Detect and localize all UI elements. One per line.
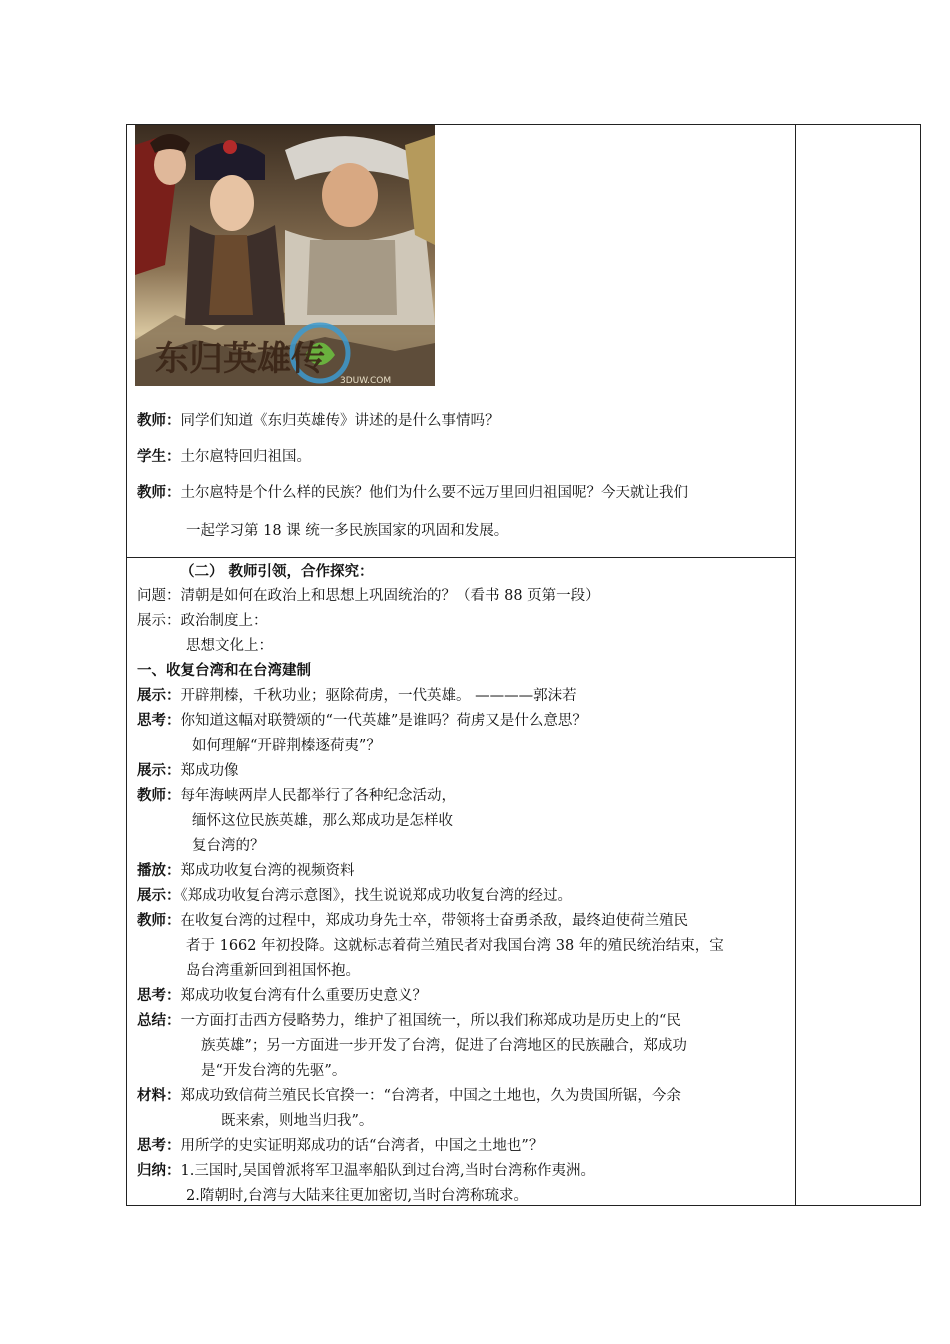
line-text: 同学们知道《东归英雄传》讲述的是什么事情吗？: [180, 413, 500, 429]
line-label: 展示：: [137, 613, 181, 629]
content-line: [192, 836, 265, 856]
section-heading: （二） 教师引领，合作探究：: [180, 563, 374, 580]
line-label: 教师：: [137, 787, 181, 804]
subsection-heading: [137, 661, 311, 681]
content-line: [201, 1036, 687, 1056]
content-line: [192, 811, 453, 831]
speaker-label: 学生：: [137, 448, 181, 465]
content-line: [221, 1111, 373, 1131]
line-label: 思考：: [137, 987, 181, 1004]
line-text: 1.三国时,吴国曾派将军卫温率船队到过台湾,当时台湾称作夷洲。: [180, 1163, 596, 1179]
line-text: 郑成功收复台湾有什么重要历史意义？: [180, 988, 427, 1004]
line-text: 政治制度上：: [180, 613, 268, 629]
content-line: [137, 1086, 681, 1106]
drama-poster-image: [135, 125, 435, 386]
line-label: 材料：: [137, 1087, 181, 1104]
line-text: 你知道这幅对联赞颂的“一代英雄”是谁吗？荷虏又是什么意思？: [180, 713, 587, 729]
dialogue-line: [186, 521, 508, 541]
content-line: [137, 886, 572, 906]
line-label: 思考：: [137, 712, 181, 729]
content-line: [137, 911, 688, 931]
line-label: 思考：: [137, 1137, 181, 1154]
row-divider: [126, 557, 795, 558]
content-line: [137, 1011, 681, 1031]
line-text: 《郑成功收复台湾示意图》，找生说说郑成功收复台湾的经过。: [180, 888, 572, 904]
line-text: 一起学习第 18 课 统一多民族国家的巩固和发展。: [186, 523, 509, 539]
line-text: 郑成功收复台湾的视频资料: [180, 863, 355, 879]
line-text: 岛台湾重新回到祖国怀抱。: [186, 963, 360, 979]
content-line: [137, 586, 600, 606]
content-line: [137, 1161, 595, 1181]
line-text: 郑成功像: [180, 763, 239, 779]
line-label: 展示：: [137, 687, 181, 704]
line-label: 归纳：: [137, 1162, 181, 1179]
content-line: [201, 1061, 346, 1081]
line-text: 一、收复台湾和在台湾建制: [137, 662, 311, 679]
line-text: 族英雄”；另一方面进一步开发了台湾，促进了台湾地区的民族融合，郑成功: [201, 1038, 687, 1054]
line-label: 问题：: [137, 588, 181, 604]
dialogue-line: [137, 447, 311, 467]
content-line: [137, 861, 355, 881]
line-label: 播放：: [137, 862, 181, 879]
line-label: 总结：: [137, 1012, 181, 1029]
line-text: 缅怀这位民族英雄，那么郑成功是怎样收: [192, 813, 453, 829]
content-line: [137, 711, 587, 731]
content-line: [137, 761, 239, 781]
content-line: [186, 1186, 528, 1206]
column-divider: [795, 124, 796, 1206]
content-line: [186, 636, 273, 656]
line-text: 开辟荆榛，千秋功业；驱除荷虏，一代英雄。 ————郭沫若: [180, 688, 577, 704]
speaker-label: 教师：: [137, 484, 181, 501]
line-text: 是“开发台湾的先驱”。: [201, 1063, 347, 1079]
line-text: 每年海峡两岸人民都举行了各种纪念活动，: [180, 788, 456, 804]
dialogue-line: [137, 411, 500, 431]
line-text: 复台湾的？: [192, 838, 265, 854]
poster-illustration: [135, 125, 435, 386]
content-line: [137, 611, 268, 631]
line-text: 2.隋朝时,台湾与大陆来往更加密切,当时台湾称琉求。: [186, 1188, 529, 1204]
poster-title-text: 东归英雄传: [155, 339, 325, 379]
content-line: [137, 786, 456, 806]
line-label: 教师：: [137, 912, 181, 929]
content-line: [137, 986, 427, 1006]
line-text: 用所学的史实证明郑成功的话“台湾者，中国之土地也”？: [180, 1138, 544, 1154]
line-text: 如何理解“开辟荆榛逐荷夷”？: [192, 738, 381, 754]
content-line: [186, 961, 360, 981]
content-line: [137, 1136, 543, 1156]
poster-watermark: 3DUW.COM: [340, 376, 392, 386]
line-label: 展示：: [137, 762, 181, 779]
line-text: 思想文化上：: [186, 638, 273, 654]
line-text: 清朝是如何在政治上和思想上巩固统治的？（看书 88 页第一段）: [180, 588, 600, 604]
line-text: 者于 1662 年初投降。这就标志着荷兰殖民者对我国台湾 38 年的殖民统治结束，宝: [186, 938, 724, 954]
speaker-label: 教师：: [137, 412, 181, 429]
line-text: 一方面打击西方侵略势力，维护了祖国统一，所以我们称郑成功是历史上的“民: [180, 1013, 681, 1029]
line-text: 既来索，则地当归我”。: [221, 1113, 374, 1129]
content-line: [137, 686, 577, 706]
content-line: [192, 736, 381, 756]
line-text: 郑成功致信荷兰殖民长官揆一：“台湾者，中国之土地也，久为贵国所锯，今余: [180, 1088, 681, 1104]
line-label: 展示：: [137, 887, 181, 904]
line-text: 在收复台湾的过程中，郑成功身先士卒，带领将士奋勇杀敌，最终迫使荷兰殖民: [180, 913, 688, 929]
content-line: [186, 936, 724, 956]
line-text: 土尔扈特是个什么样的民族？他们为什么要不远万里回归祖国呢？今天就让我们: [180, 485, 688, 501]
dialogue-line: [137, 483, 688, 503]
line-text: 土尔扈特回归祖国。: [180, 449, 311, 465]
